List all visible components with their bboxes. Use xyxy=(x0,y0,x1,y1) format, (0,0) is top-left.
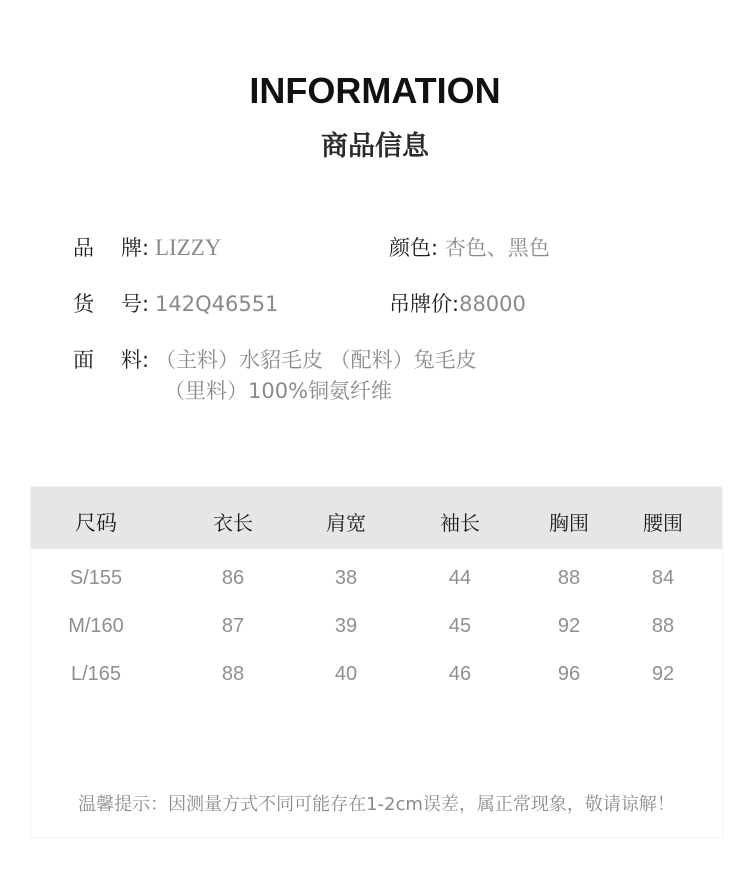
table-header xyxy=(31,487,722,549)
row-length: 86 xyxy=(221,567,245,589)
header-waist: 腰围 xyxy=(643,511,683,535)
row-waist: 92 xyxy=(651,663,675,685)
price-row xyxy=(389,290,526,318)
page-title-cn: 商品信息 xyxy=(321,131,429,162)
header-sleeve: 袖长 xyxy=(440,511,480,535)
row-size: L/165 xyxy=(70,663,122,685)
header-size: 尺码 xyxy=(75,511,117,535)
brand-label-1: 品 xyxy=(73,236,94,260)
header-chest: 胸围 xyxy=(549,511,589,535)
price-label: 吊牌价: xyxy=(389,292,460,316)
brand-label-2: 牌: xyxy=(121,236,150,260)
row-waist: 88 xyxy=(651,615,675,637)
row-chest: 88 xyxy=(557,567,581,589)
row-size: S/155 xyxy=(69,567,123,589)
color-row xyxy=(389,234,550,262)
row-sleeve: 46 xyxy=(448,663,472,685)
color-label: 颜色: xyxy=(389,236,439,260)
size-table xyxy=(30,486,723,838)
row-chest: 96 xyxy=(557,663,581,685)
fabric-line-2-row xyxy=(164,377,392,405)
brand-value: LIZZY xyxy=(155,235,222,260)
row-size: M/160 xyxy=(68,615,124,637)
row-length: 88 xyxy=(221,663,245,685)
fabric-row xyxy=(73,346,477,374)
row-waist: 84 xyxy=(651,567,675,589)
sku-value: 142Q46551 xyxy=(155,292,279,316)
fabric-label-1: 面 xyxy=(73,348,94,372)
header-shoulder: 肩宽 xyxy=(326,511,366,535)
row-chest: 92 xyxy=(557,615,581,637)
price-value: 88000 xyxy=(459,292,526,316)
row-shoulder: 40 xyxy=(334,663,358,685)
row-sleeve: 44 xyxy=(448,567,472,589)
fabric-line-2: （里料）100%铜氨纤维 xyxy=(164,379,393,403)
sku-row xyxy=(73,290,278,318)
color-value: 杏色、黑色 xyxy=(444,236,550,260)
brand-row xyxy=(73,234,221,262)
row-sleeve: 45 xyxy=(448,615,472,637)
row-length: 87 xyxy=(221,615,245,637)
fabric-line-1: （主料）水貂毛皮 （配料）兔毛皮 xyxy=(155,348,477,372)
row-shoulder: 38 xyxy=(334,567,358,589)
page-title-en: INFORMATION xyxy=(249,70,501,111)
header-length: 衣长 xyxy=(213,511,253,535)
fabric-label-2: 料: xyxy=(121,348,150,372)
row-shoulder: 39 xyxy=(334,615,358,637)
measurement-note: 温馨提示：因测量方式不同可能存在1-2cm误差，属正常现象，敬请谅解！ xyxy=(78,794,675,815)
sku-label-2: 号: xyxy=(121,292,150,316)
sku-label-1: 货 xyxy=(73,292,94,316)
